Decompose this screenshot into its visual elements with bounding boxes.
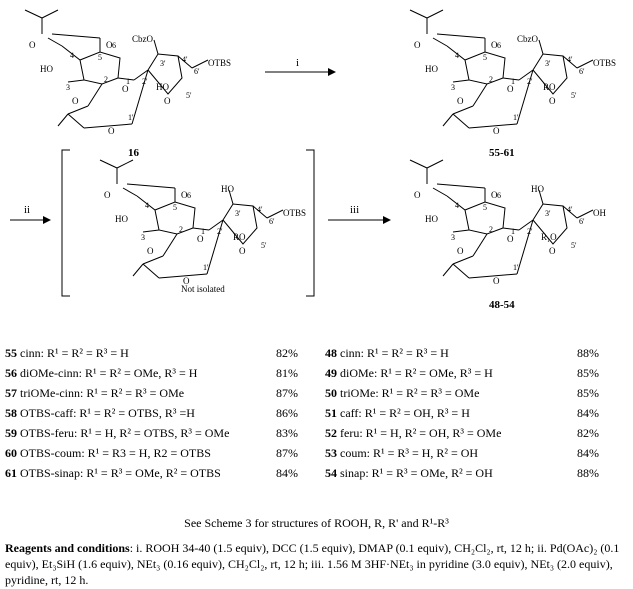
label-2: 2 (104, 75, 108, 84)
label-4p: 4' (567, 205, 573, 214)
label-5p: 5' (571, 241, 577, 250)
label-3: 3 (141, 233, 145, 242)
label-2p: 2' (142, 77, 148, 86)
label-2p: 2' (527, 227, 533, 236)
label-2: 2 (489, 225, 493, 234)
label-o-d: O (493, 126, 500, 136)
molecule-16-labels (29, 34, 231, 159)
bracket-left (62, 150, 70, 296)
label-ho: HO (425, 214, 438, 224)
label-5: 5 (483, 203, 487, 212)
molecule-48-54-labels (414, 184, 606, 311)
label-5p: 5' (186, 91, 192, 100)
label-5p: 5' (571, 91, 577, 100)
label-o-f: O (239, 246, 246, 256)
list-item: 52 feru: R¹ = H, R² = OH, R³ = OMe 82% (325, 426, 599, 440)
label-4: 4 (455, 51, 459, 60)
label-o-d: O (493, 276, 500, 286)
label-2p: 2' (527, 77, 533, 86)
label-4p: 4' (257, 205, 263, 214)
compound-tables (0, 343, 633, 513)
bracket-right (306, 150, 314, 296)
label-1: 1 (126, 77, 130, 86)
list-item: 55 cinn: R¹ = R² = R³ = H 82% (5, 346, 298, 360)
reagents-and-conditions (5, 540, 630, 588)
label-otbs: OTBS (283, 208, 307, 218)
list-item: 53 coum: R¹ = R³ = H, R² = OH 84% (325, 446, 599, 460)
list-item: 57 triOMe-cinn: R¹ = R² = R³ = OMe 87% (5, 386, 298, 400)
label-1: 1 (201, 227, 205, 236)
label-ro: RO (543, 82, 556, 92)
label-1: 1 (511, 227, 515, 236)
label-cbzo: CbzO (132, 34, 153, 44)
label-4: 4 (70, 51, 74, 60)
label-o-ring: O (106, 40, 113, 50)
step-i-label: i (296, 57, 300, 69)
list-item: 49 diOMe: R¹ = R² = OMe, R³ = H 85% (325, 366, 599, 380)
label-o-d: O (183, 276, 190, 286)
label-4: 4 (145, 201, 149, 210)
label-cbzo: CbzO (517, 34, 538, 44)
list-item: 50 triOMe: R¹ = R² = R³ = OMe 85% (325, 386, 599, 400)
list-item: 48 cinn: R¹ = R² = R³ = H 88% (325, 346, 599, 360)
label-ho: HO (115, 214, 128, 224)
label-ho: HO (425, 64, 438, 74)
label-2p: 2' (217, 227, 223, 236)
label-6: 6 (497, 191, 501, 200)
list-item: 56 diOMe-cinn: R¹ = R² = OMe, R³ = H 81% (5, 366, 298, 380)
label-6p: 6' (579, 217, 585, 226)
label-6p: 6' (194, 67, 200, 76)
label-o-b: O (72, 96, 79, 106)
label-o-f: O (549, 246, 556, 256)
label-otbs: OTBS (208, 58, 232, 68)
label-o-ring: O (181, 190, 188, 200)
label-6: 6 (187, 191, 191, 200)
molecule-55-61-labels (414, 34, 616, 159)
label-o-b: O (147, 246, 154, 256)
label-5p: 5' (261, 241, 267, 250)
scheme-footnote: See Scheme 3 for structures of ROOH, R, R' and R¹-R³ (184, 516, 449, 530)
label-ho: HO (40, 64, 53, 74)
not-isolated-label: Not isolated (181, 284, 225, 294)
label-6p: 6' (269, 217, 275, 226)
label-o-c: O (197, 234, 204, 244)
label-ho-3p: HO (531, 184, 544, 194)
label-1p: 1' (513, 113, 519, 122)
label-4p: 4' (567, 55, 573, 64)
label-5: 5 (173, 203, 177, 212)
label-6: 6 (112, 41, 116, 50)
label-o: O (29, 40, 36, 50)
label-5: 5 (483, 53, 487, 62)
label-6: 6 (497, 41, 501, 50)
label-6p: 6' (579, 67, 585, 76)
label-3: 3 (451, 233, 455, 242)
label-o: O (104, 190, 111, 200)
label-ho-2: HO (156, 82, 169, 92)
molecule-intermediate-labels (104, 184, 306, 294)
label-o-f: O (549, 96, 556, 106)
label-o-c: O (507, 234, 514, 244)
list-item: 58 OTBS-caff: R¹ = R² = OTBS, R³ =H 86% (5, 406, 298, 420)
reagents-heading: Reagents and conditions (5, 541, 130, 555)
label-3p: 3' (545, 59, 551, 68)
step-iii-label: iii (350, 204, 360, 216)
label-o: O (414, 40, 421, 50)
label-1p: 1' (203, 263, 209, 272)
label-o-b: O (457, 96, 464, 106)
label-o-c: O (507, 84, 514, 94)
label-1p: 1' (128, 113, 134, 122)
label-3: 3 (66, 83, 70, 92)
label-o-d: O (108, 126, 115, 136)
label-3: 3 (451, 83, 455, 92)
compound-48-54: 48-54 (489, 299, 515, 311)
step-ii-label: ii (24, 204, 31, 216)
label-2: 2 (489, 75, 493, 84)
reagents-body: : i. ROOH 34-40 (1.5 equiv), DCC (1.5 equiv), DMAP (0.1 equiv), CH₂Cl₂, rt, 12 h; ii. Pd(OAc)₂ (0.1 equiv), Et₃SiH (1.6 equiv), NEt₃ (0.16 equiv), CH₂Cl₂, rt, 12 h; iii. 1.56 M 3HF·NEt₃ in pyridine (3.0 equiv), NEt₃ (2.0 equiv), pyridine, rt, 12 h. (5, 541, 620, 587)
label-3p: 3' (235, 209, 241, 218)
list-item: 61 OTBS-sinap: R¹ = R³ = OMe, R² = OTBS 84% (5, 466, 298, 480)
label-3p: 3' (545, 209, 551, 218)
label-o-c: O (122, 84, 129, 94)
list-item: 54 sinap: R¹ = R³ = OMe, R² = OH 88% (325, 466, 599, 480)
list-item: 51 caff: R¹ = R² = OH, R³ = H 84% (325, 406, 599, 420)
label-ho-3p: HO (221, 184, 234, 194)
label-2: 2 (179, 225, 183, 234)
label-o: O (414, 190, 421, 200)
compound-16: 16 (128, 147, 139, 159)
label-r1o: R₁O (541, 232, 557, 242)
label-oh: OH (593, 208, 606, 218)
label-4p: 4' (182, 55, 188, 64)
label-1p: 1' (513, 263, 519, 272)
label-o-b: O (457, 246, 464, 256)
label-4: 4 (455, 201, 459, 210)
label-ro: RO (233, 232, 246, 242)
label-5: 5 (98, 53, 102, 62)
label-1: 1 (511, 77, 515, 86)
label-3p: 3' (160, 59, 166, 68)
right-compound-list (325, 343, 625, 483)
list-item: 59 OTBS-feru: R¹ = H, R² = OTBS, R³ = OMe 83% (5, 426, 298, 440)
label-otbs: OTBS (593, 58, 617, 68)
compound-55-61: 55-61 (489, 147, 515, 159)
label-o-ring: O (491, 40, 498, 50)
list-item: 60 OTBS-coum: R¹ = R3 = H, R2 = OTBS 87% (5, 446, 298, 460)
label-o-f: O (164, 96, 171, 106)
label-o-ring: O (491, 190, 498, 200)
left-compound-list (5, 343, 323, 483)
